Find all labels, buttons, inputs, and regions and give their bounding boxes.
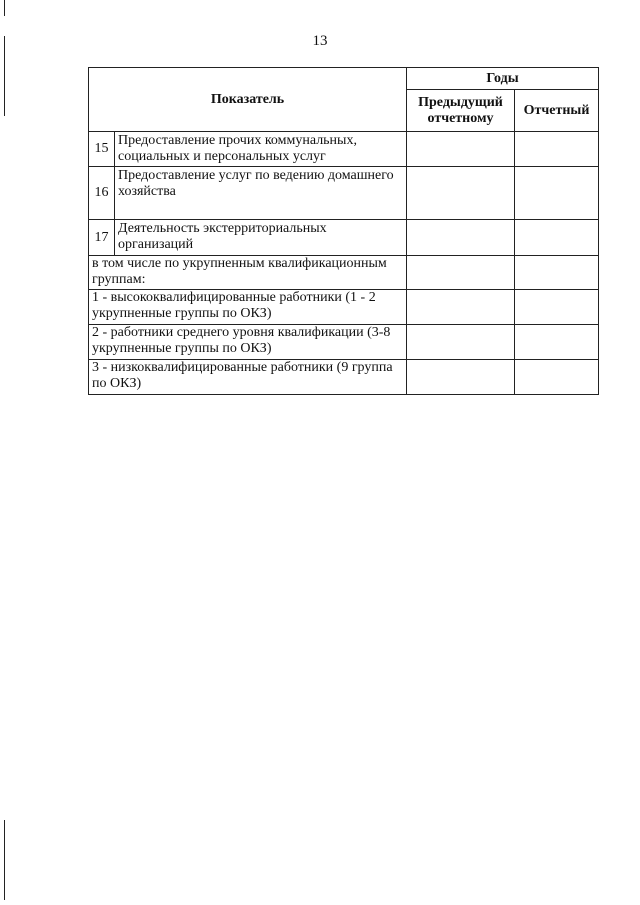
table-row [89,167,599,220]
value-cell-previous [407,325,515,360]
value-cell-previous [407,167,515,220]
value-cell-current [515,220,599,256]
group-label: 3 - низкоквалифицированные работники (9 группа по ОКЗ) [89,360,407,395]
value-cell-current [515,325,599,360]
table-row [89,360,599,395]
header-current-year: Отчетный [515,90,599,132]
row-label: Предоставление прочих коммунальных, социальных и персональных услуг [115,132,407,167]
value-cell-current [515,290,599,325]
page-number: 13 [312,33,328,49]
value-cell-previous [407,360,515,395]
header-previous-year: Предыдущий отчетному [407,90,515,132]
value-cell-current [515,167,599,220]
value-cell-previous [407,132,515,167]
row-number: 16 [89,167,115,220]
table-row [89,256,599,290]
row-number: 17 [89,220,115,256]
scan-mark-left [4,36,5,116]
table-row [89,220,599,256]
value-cell-current [515,132,599,167]
value-cell-previous [407,290,515,325]
group-label: 1 - высококвалифицированные работники (1 - 2 укрупненные группы по ОКЗ) [89,290,407,325]
value-cell-current [515,256,599,290]
table-row [89,290,599,325]
row-label: Предоставление услуг по ведению домашнего хозяйства [115,167,407,220]
scan-mark-bottom [4,820,5,900]
table-row [89,132,599,167]
value-cell-previous [407,220,515,256]
value-cell-previous [407,256,515,290]
header-indicator: Показатель [89,68,407,132]
row-number: 15 [89,132,115,167]
group-label: 2 - работники среднего уровня квалификации (3-8 укрупненные группы по ОКЗ) [89,325,407,360]
scan-mark-top [4,0,5,16]
table-row [89,325,599,360]
indicator-table [88,67,599,395]
group-label: в том числе по укрупненным квалификационным группам: [89,256,407,290]
value-cell-current [515,360,599,395]
header-years: Годы [407,68,599,90]
row-label: Деятельность экстерриториальных организаций [115,220,407,256]
